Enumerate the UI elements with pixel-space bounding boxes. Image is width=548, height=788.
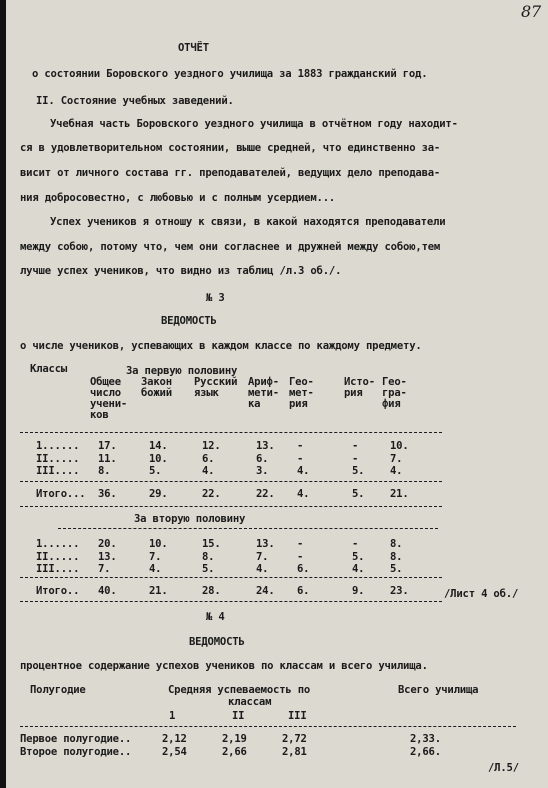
table-cell: 8. [98,465,111,477]
column-header: число [90,387,121,399]
table-cell: 7. [390,452,403,465]
table-cell: 11. [98,452,117,465]
section-heading: II. Состояние учебных заведений. [36,95,234,107]
row-label: 1...... [36,538,80,550]
total-cell: 5. [352,488,365,500]
column-header: Гео- [382,376,407,388]
table-cell: 4. [256,563,269,575]
table-cell: - [297,452,304,465]
table-cell: - [297,440,304,452]
total-label: Итого... [36,488,86,500]
avg-cell: 2,54 [162,746,187,758]
para1-line: ся в удовлетворительном состоянии, выше средней, что единственно за- [20,142,441,154]
halfyear-header: Полугодие [30,684,86,696]
avg-cell: 2,12 [162,733,187,745]
row-label: II..... [36,550,80,563]
row-label: 1...... [36,440,80,452]
row-label: III.... [36,563,80,575]
total-cell: 9. [352,585,365,597]
table-cell: 13. [256,538,275,550]
total-cell: 22. [202,488,221,500]
table-cell: 4. [352,563,365,575]
table-cell: 10. [149,538,168,550]
column-header: Ариф- [248,376,279,388]
total-cell: 24. [256,585,275,597]
column-header: мет- [289,387,314,399]
half2-label: За вторую половину [134,513,246,525]
document-subtitle: о состоянии Боровского уездного училища за 1883 гражданский год. [32,68,428,80]
page-number: 87 [521,2,541,21]
document-title: ОТЧЁТ [178,42,209,54]
table-rule [20,601,442,602]
class-number: 1 [169,710,176,722]
avg-header: Средняя успеваемость по [168,684,311,696]
table-cell: 5. [352,550,365,563]
column-header: божий [141,387,172,399]
table-cell: 12. [202,440,221,452]
table-cell: 6. [256,452,269,465]
table-cell: 14. [149,440,168,452]
total-label: Итого.. [36,585,80,597]
table-cell: - [297,550,304,563]
halfyear-label: Второе полугодие.. [20,746,132,758]
halfyear-label: Первое полугодие.. [20,733,132,745]
table-rule [20,506,442,507]
table-cell: 13. [256,440,275,452]
column-header: рия [344,387,363,399]
table-cell: - [352,452,359,465]
class-number: III [288,710,307,722]
para2-line: лучше успех учеников, что видно из таблиц /л.3 об./. [20,265,342,277]
table-cell: 7. [98,563,111,575]
table-cell: 13. [98,550,117,563]
table-cell: - [352,538,359,550]
table-cell: 10. [149,452,168,465]
para1-line: ния добросовестно, с любовью и с полным усердием... [20,192,336,204]
avg-cell: 2,66 [222,746,247,758]
table-cell: 20. [98,538,117,550]
total-cell: 36. [98,488,117,500]
table-cell: 15. [202,538,221,550]
total-cell: 6. [297,585,310,597]
total-cell: 29. [149,488,168,500]
table4-caption: процентное содержание успехов учеников по классам и всего училища. [20,660,428,672]
column-header: Гео- [289,376,314,388]
row-label: III.... [36,465,80,477]
para2-line: между собою, потому что, чем они согласнее и дружней между собою,тем [20,241,441,253]
total-cell: 21. [149,585,168,597]
avg-cell: 2,81 [282,746,307,758]
column-header: язык [194,387,219,399]
column-header: Закон [141,376,172,388]
column-header: Исто- [344,376,375,388]
column-header: Общее [90,376,121,388]
table-cell: 6. [297,563,310,575]
half1-label: За первую половину [126,365,238,377]
table-cell: 4. [149,563,162,575]
table-cell: 5. [202,563,215,575]
table-cell: 17. [98,440,117,452]
para1-line: висит от личного состава гг. преподавателей, ведущих дело преподава- [20,167,441,179]
row-label: II..... [36,452,80,465]
table-cell: 7. [256,550,269,563]
total-cell: 22. [256,488,275,500]
avg-cell: 2,72 [282,733,307,745]
table-cell: 8. [202,550,215,563]
sheet-reference: /Л.5/ [488,762,519,774]
table-cell: 10. [390,440,409,452]
total-cell: 4. [297,488,310,500]
table4-heading: ВЕДОМОСТЬ [189,636,245,648]
column-header: ка [248,398,261,410]
column-header: рия [289,398,308,410]
table-cell: 4. [202,465,215,477]
column-header: учени- [90,398,128,410]
table-cell: 4. [297,465,310,477]
table3-heading: ВЕДОМОСТЬ [161,315,217,327]
table3-caption: о числе учеников, успевающих в каждом классе по каждому предмету. [20,340,422,352]
table-cell: 7. [149,550,162,563]
table-cell: 5. [149,465,162,477]
table-rule [20,481,442,482]
avg-header: классам [228,696,272,708]
table-cell: 5. [352,465,365,477]
avg-cell: 2,19 [222,733,247,745]
table-cell: 8. [390,550,403,563]
column-header: Русский [194,376,238,388]
table-rule [20,577,442,578]
total-cell: 28. [202,585,221,597]
table4-number: № 4 [206,611,225,623]
table-rule [20,726,516,727]
total-header: Всего училища [398,684,479,696]
para2-line: Успех учеников я отношу к связи, в какой находятся преподаватели [50,216,446,228]
table-cell: 6. [202,452,215,465]
total-cell: 2,66. [410,746,441,758]
total-cell: 40. [98,585,117,597]
total-cell: 23. [390,585,409,597]
table-cell: 3. [256,465,269,477]
total-cell: 21. [390,488,409,500]
table-cell: 4. [390,465,403,477]
total-cell: 2,33. [410,733,441,745]
table-cell: 8. [390,538,403,550]
para1-line: Учебная часть Боровского уездного училища в отчётном году находит- [50,118,458,130]
table-cell: - [352,440,359,452]
column-header: фия [382,398,401,410]
classes-header: Классы [30,363,68,375]
table-cell: 5. [390,563,403,575]
table-rule [20,432,442,433]
table3-number: № 3 [206,292,225,304]
sheet-reference: /Лист 4 об./ [444,588,519,600]
column-header: мети- [248,387,279,399]
column-header: ков [90,409,109,421]
table-rule [58,528,438,529]
class-number: II [232,710,245,722]
table-cell: - [297,538,304,550]
column-header: гра- [382,387,407,399]
